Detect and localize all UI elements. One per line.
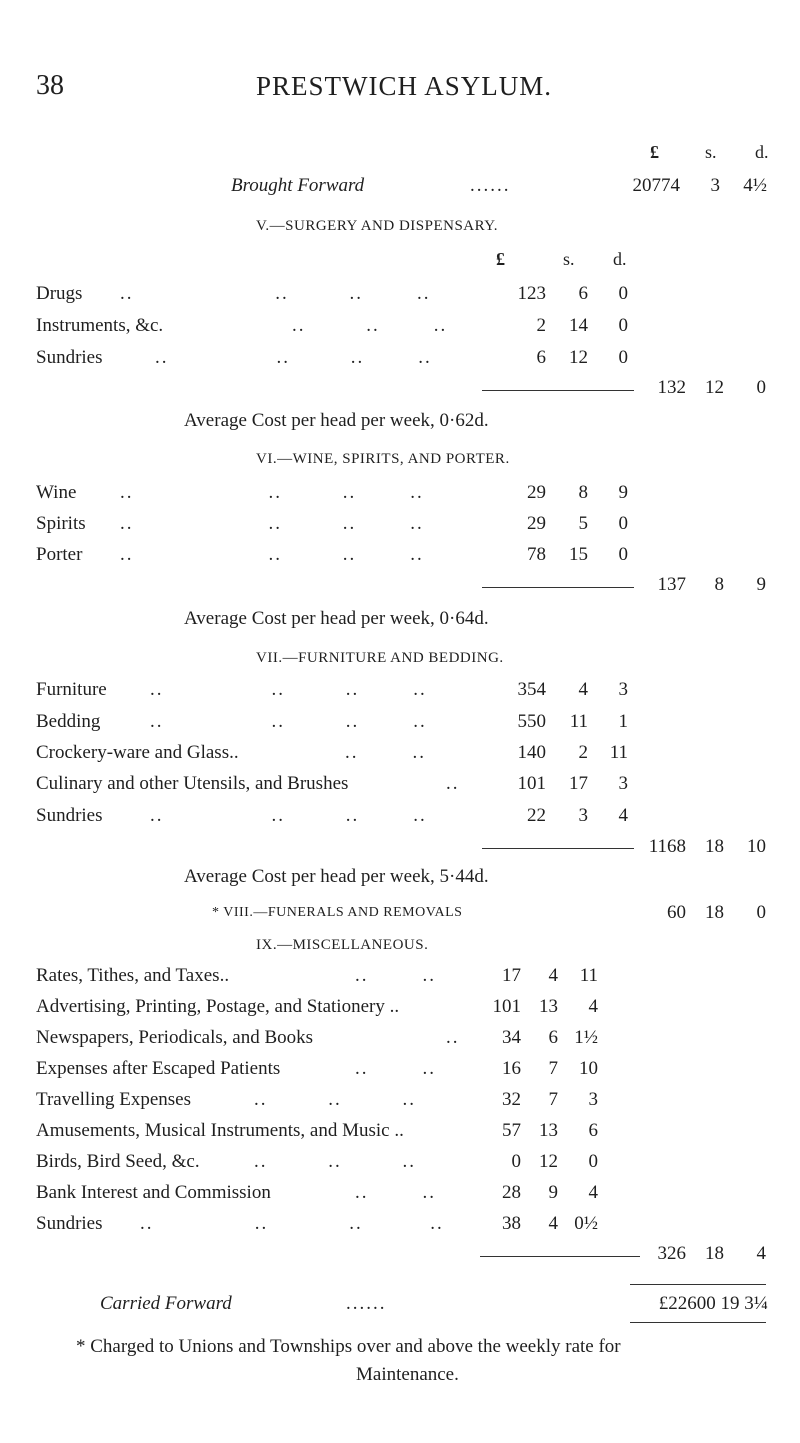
footnote-line-1: * Charged to Unions and Townships over and above the weekly rate for [76,1336,621,1357]
carried-forward-label: Carried Forward [100,1293,232,1314]
brought-forward-shillings: 3 [710,175,720,196]
s9-row-label: Amusements, Musical Instruments, and Music .. [36,1120,404,1141]
s9-row-shillings: 4 [548,1213,558,1234]
total-rule [630,1322,766,1323]
s6-row-pence: 0 [618,544,628,565]
s5-total-pence: 0 [756,377,766,398]
s6-row-shillings: 15 [569,544,588,565]
s7-total-pounds: 1168 [648,836,686,857]
s9-row-pounds: 32 [502,1089,521,1110]
s9-row-shillings: 4 [548,965,558,986]
s7-row-label: Sundries [36,805,103,826]
leader-dots: .. .. [355,965,436,986]
section-vi-title: VI.—WINE, SPIRITS, AND PORTER. [256,451,510,467]
s7-row-pounds: 140 [517,742,546,763]
s7-row-pence: 3 [618,773,628,794]
s9-row-pence: 4 [588,1182,598,1203]
s6-row-pounds: 29 [527,482,546,503]
pence-heading: d. [755,142,769,162]
leader-dots: .. .. .. .. [120,544,424,565]
shillings-heading: s. [705,142,717,162]
s5-row-shillings: 12 [569,347,588,368]
s7-row-label: Furniture [36,679,107,700]
s9-row-pounds: 17 [502,965,521,986]
s9-row-pounds: 16 [502,1058,521,1079]
s9-row-pounds: 28 [502,1182,521,1203]
s9-row-label: Bank Interest and Commission [36,1182,271,1203]
s8-shillings: 18 [705,902,724,923]
s9-total-pounds: 326 [657,1243,686,1264]
s9-row-pence: 4 [588,996,598,1017]
s5-row-pence: 0 [618,283,628,304]
s5-row-pence: 0 [618,347,628,368]
s5-row-pounds: 6 [536,347,546,368]
s7-row-label: Culinary and other Utensils, and Brushes [36,773,349,794]
total-rule [630,1284,766,1285]
s5-total-shillings: 12 [705,377,724,398]
s5-row-pounds: 2 [536,315,546,336]
s6-total-shillings: 8 [714,574,724,595]
s5-row-label: Instruments, &c. [36,315,164,336]
s9-row-shillings: 6 [548,1027,558,1048]
brought-forward-pence: 4½ [743,175,767,196]
s5-row-label: Drugs [36,283,83,304]
s7-total-shillings: 18 [705,836,724,857]
s9-row-label: Newspapers, Periodicals, and Books [36,1027,314,1048]
s6-row-label: Porter [36,544,83,565]
s9-row-pence: 11 [579,965,598,986]
s7-row-pence: 4 [618,805,628,826]
s9-row-pence: 3 [588,1089,598,1110]
s9-row-shillings: 9 [548,1182,558,1203]
s9-row-label: Advertising, Printing, Postage, and Stationery .. [36,996,400,1017]
leader-dots: .. .. .. .. [150,679,427,700]
s9-row-pence: 6 [588,1120,598,1141]
s7-row-pounds: 22 [527,805,546,826]
leader-dots: .. .. [345,742,426,763]
s7-row-pounds: 101 [517,773,546,794]
s7-row-pounds: 354 [517,679,546,700]
leader-dots: .. .. [355,1182,436,1203]
s6-row-shillings: 5 [578,513,588,534]
section-vii-title: VII.—FURNITURE AND BEDDING. [256,650,504,666]
leader-dots: .. [446,1027,460,1048]
s7-average-cost: Average Cost per head per week, 5·44d. [184,866,489,887]
s9-row-label: Sundries [36,1213,103,1234]
footnote-line-2: Maintenance. [356,1364,459,1385]
s5-pence-heading: d. [613,249,627,269]
s6-row-label: Wine [36,482,77,503]
section-ix-title: IX.—MISCELLANEOUS. [256,937,429,953]
s7-row-label: Crockery-ware and Glass.. [36,742,239,763]
s6-total-pounds: 137 [657,574,686,595]
s5-row-label: Sundries [36,347,103,368]
s9-row-shillings: 12 [539,1151,558,1172]
s9-row-label: Rates, Tithes, and Taxes.. [36,965,230,986]
leader-dots: .. .. .. [292,315,448,336]
s9-row-pounds: 38 [502,1213,521,1234]
page-number: 38 [36,70,64,101]
s9-row-pounds: 0 [511,1151,521,1172]
s9-total-shillings: 18 [705,1243,724,1264]
s5-total-pounds: 132 [657,377,686,398]
s5-row-shillings: 6 [578,283,588,304]
s6-row-pence: 0 [618,513,628,534]
s6-row-label: Spirits [36,513,86,534]
subtotal-rule [480,1256,640,1257]
s5-shillings-heading: s. [563,249,575,269]
brought-forward-pounds: 20774 [632,175,680,196]
s7-total-pence: 10 [747,836,766,857]
s5-pounds-heading: £ [496,249,505,269]
leader-dots: .. .. .. .. [120,513,424,534]
brought-forward-label: Brought Forward [231,175,365,196]
s8-pounds: 60 [667,902,686,923]
leader-dots: .. .. .. .. [120,283,431,304]
leader-dots: .. .. .. .. [150,805,427,826]
s6-total-pence: 9 [756,574,766,595]
s9-total-pence: 4 [756,1243,766,1264]
s9-row-label: Birds, Bird Seed, &c. [36,1151,200,1172]
carried-forward-amount: £22600 19 3¼ [658,1293,768,1314]
s8-pence: 0 [756,902,766,923]
s9-row-pence: 1½ [574,1027,598,1048]
section-viii-title: * VIII.—FUNERALS AND REMOVALS [212,905,463,920]
brought-forward-dots: ...... [470,175,511,196]
leader-dots: .. .. .. [254,1151,416,1172]
s6-row-shillings: 8 [578,482,588,503]
s7-row-pence: 1 [618,711,628,732]
s9-row-shillings: 13 [539,1120,558,1141]
s5-row-shillings: 14 [569,315,588,336]
s7-row-shillings: 4 [578,679,588,700]
s9-row-pounds: 57 [502,1120,521,1141]
s9-row-pence: 10 [579,1058,598,1079]
s7-row-shillings: 2 [578,742,588,763]
s6-row-pounds: 29 [527,513,546,534]
s5-average-cost: Average Cost per head per week, 0·62d. [184,410,489,431]
s7-row-pounds: 550 [517,711,546,732]
leader-dots: .. .. .. [254,1089,416,1110]
running-title: PRESTWICH ASYLUM. [256,71,553,101]
leader-dots: .. .. [355,1058,436,1079]
s7-row-label: Bedding [36,711,101,732]
leader-dots: .. .. .. .. [140,1213,444,1234]
s7-row-pence: 11 [609,742,628,763]
carried-forward-dots: ...... [346,1293,387,1314]
subtotal-rule [482,587,634,588]
s5-row-pounds: 123 [517,283,546,304]
s9-row-label: Travelling Expenses [36,1089,191,1110]
s9-row-pounds: 34 [502,1027,521,1048]
s7-row-shillings: 11 [569,711,588,732]
leader-dots: .. [446,773,460,794]
pounds-heading: £ [650,142,659,162]
leader-dots: .. .. .. .. [155,347,432,368]
s6-row-pounds: 78 [527,544,546,565]
subtotal-rule [482,848,634,849]
s6-average-cost: Average Cost per head per week, 0·64d. [184,608,489,629]
s9-row-pence: 0 [588,1151,598,1172]
s9-row-pounds: 101 [492,996,521,1017]
s9-row-shillings: 13 [539,996,558,1017]
subtotal-rule [482,390,634,391]
s7-row-shillings: 17 [569,773,588,794]
leader-dots: .. .. .. .. [150,711,427,732]
s9-row-label: Expenses after Escaped Patients [36,1058,281,1079]
s7-row-shillings: 3 [578,805,588,826]
section-v-title: V.—SURGERY AND DISPENSARY. [256,218,498,234]
s7-row-pence: 3 [618,679,628,700]
s6-row-pence: 9 [618,482,628,503]
s9-row-pence: 0½ [574,1213,598,1234]
s5-row-pence: 0 [618,315,628,336]
s9-row-shillings: 7 [548,1089,558,1110]
leader-dots: .. .. .. .. [120,482,424,503]
s9-row-shillings: 7 [548,1058,558,1079]
